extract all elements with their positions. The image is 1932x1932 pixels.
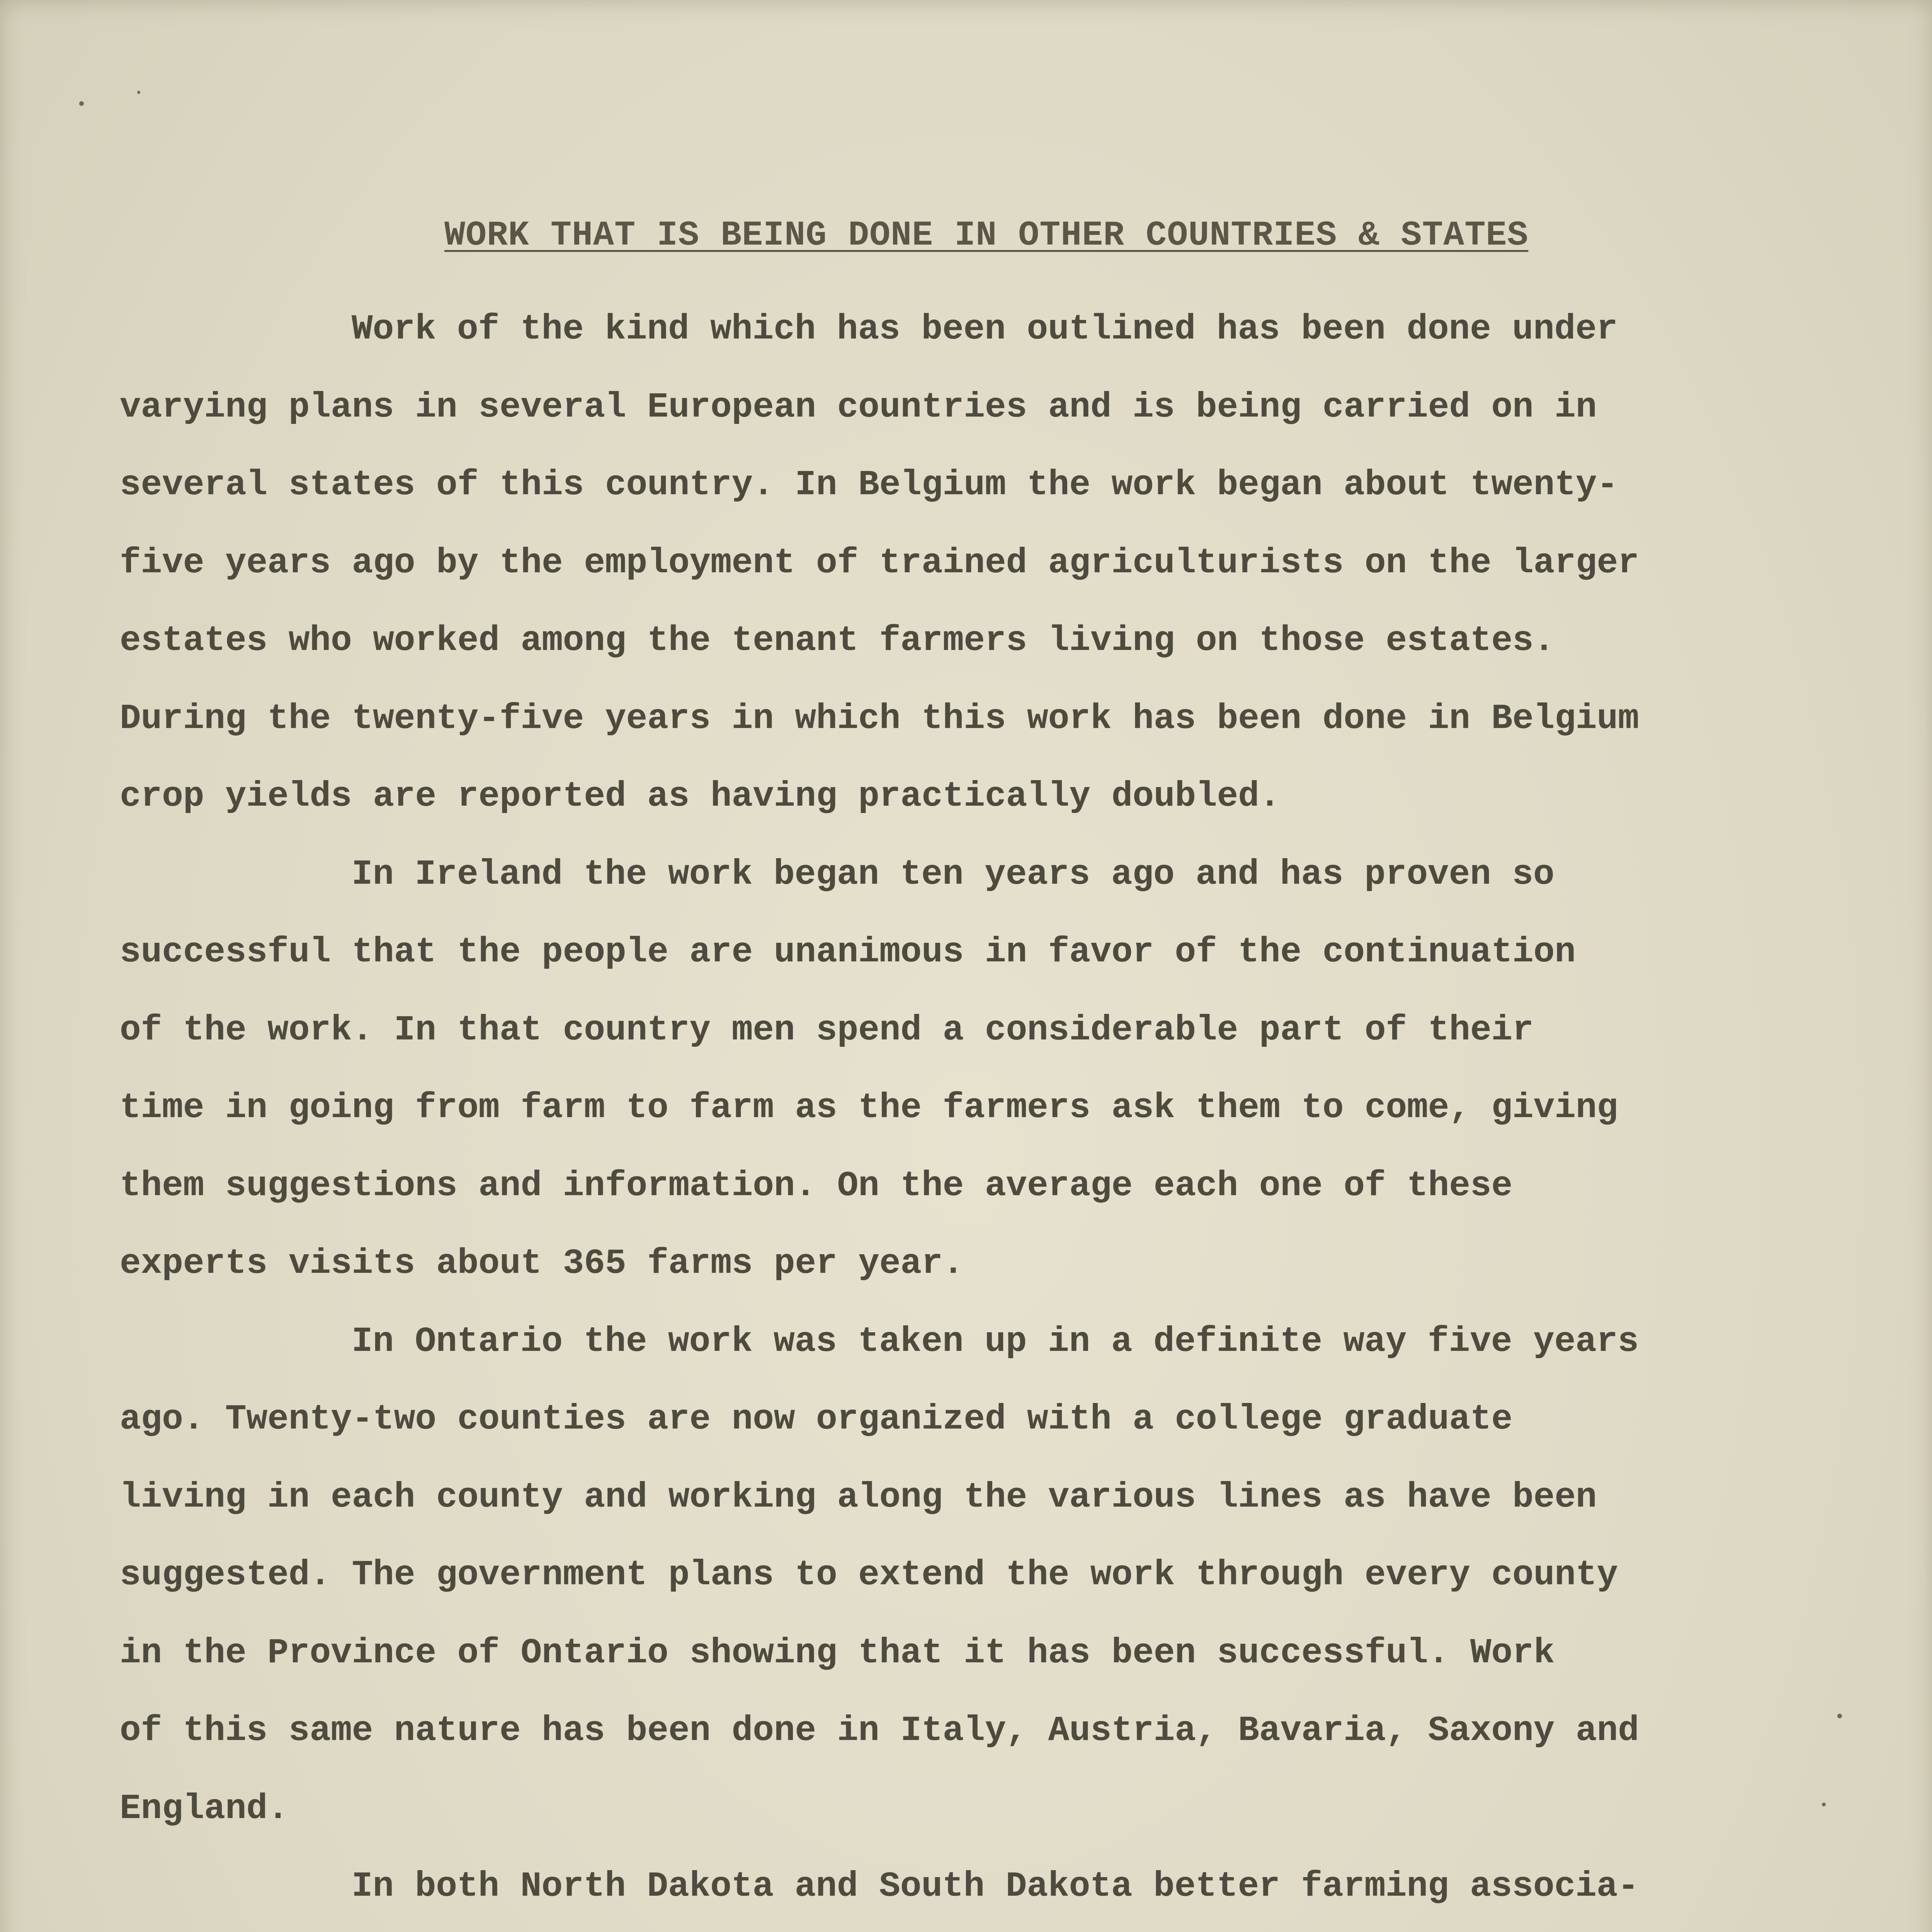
- document-body: [120, 291, 1812, 1932]
- text-line: several states of this country. In Belgium the work began about twenty-: [120, 465, 1618, 505]
- ink-speck: [1822, 1803, 1826, 1806]
- text-line: in the Province of Ontario showing that it has been successful. Work: [120, 1633, 1555, 1673]
- text-line: varying plans in several European countries and is being carried on in: [120, 387, 1597, 427]
- ink-speck: [79, 101, 84, 106]
- text-line: five years ago by the employment of trained agriculturists on the larger: [120, 543, 1639, 583]
- ink-speck: [1837, 1714, 1842, 1718]
- text-line: In Ireland the work began ten years ago and has proven so: [352, 854, 1554, 895]
- text-line: crop yields are reported as having practically doubled.: [120, 777, 1281, 816]
- text-line: Work of the kind which has been outlined has been done under: [352, 310, 1618, 349]
- text-line: During the twenty-five years in which this work has been done in Belgium: [120, 699, 1639, 739]
- text-line: them suggestions and information. On the average each one of these: [120, 1166, 1513, 1206]
- text-line: time in going from farm to farm as the farmers ask them to come, giving: [120, 1088, 1618, 1128]
- text-line: of the work. In that country men spend a considerable part of their: [120, 1010, 1534, 1050]
- document-title: WORK THAT IS BEING DONE IN OTHER COUNTRIES & STATES: [444, 216, 1529, 255]
- ink-speck: [137, 91, 140, 94]
- text-line: England.: [120, 1789, 289, 1829]
- text-line: In both North Dakota and South Dakota better farming associa-: [352, 1867, 1639, 1906]
- text-line: ago. Twenty-two counties are now organized with a college graduate: [120, 1400, 1513, 1439]
- text-line: successful that the people are unanimous in favor of the continuation: [120, 932, 1576, 972]
- text-line: In Ontario the work was taken up in a definite way five years: [352, 1321, 1639, 1362]
- text-line: of this same nature has been done in Italy, Austria, Bavaria, Saxony and: [120, 1711, 1639, 1751]
- text-line: living in each county and working along the various lines as have been: [120, 1477, 1597, 1517]
- text-line: suggested. The government plans to extend the work through every county: [120, 1555, 1618, 1595]
- text-line: experts visits about 365 farms per year.: [120, 1244, 964, 1284]
- text-line: estates who worked among the tenant farmers living on those estates.: [120, 621, 1555, 661]
- text-line: [120, 1926, 1812, 1932]
